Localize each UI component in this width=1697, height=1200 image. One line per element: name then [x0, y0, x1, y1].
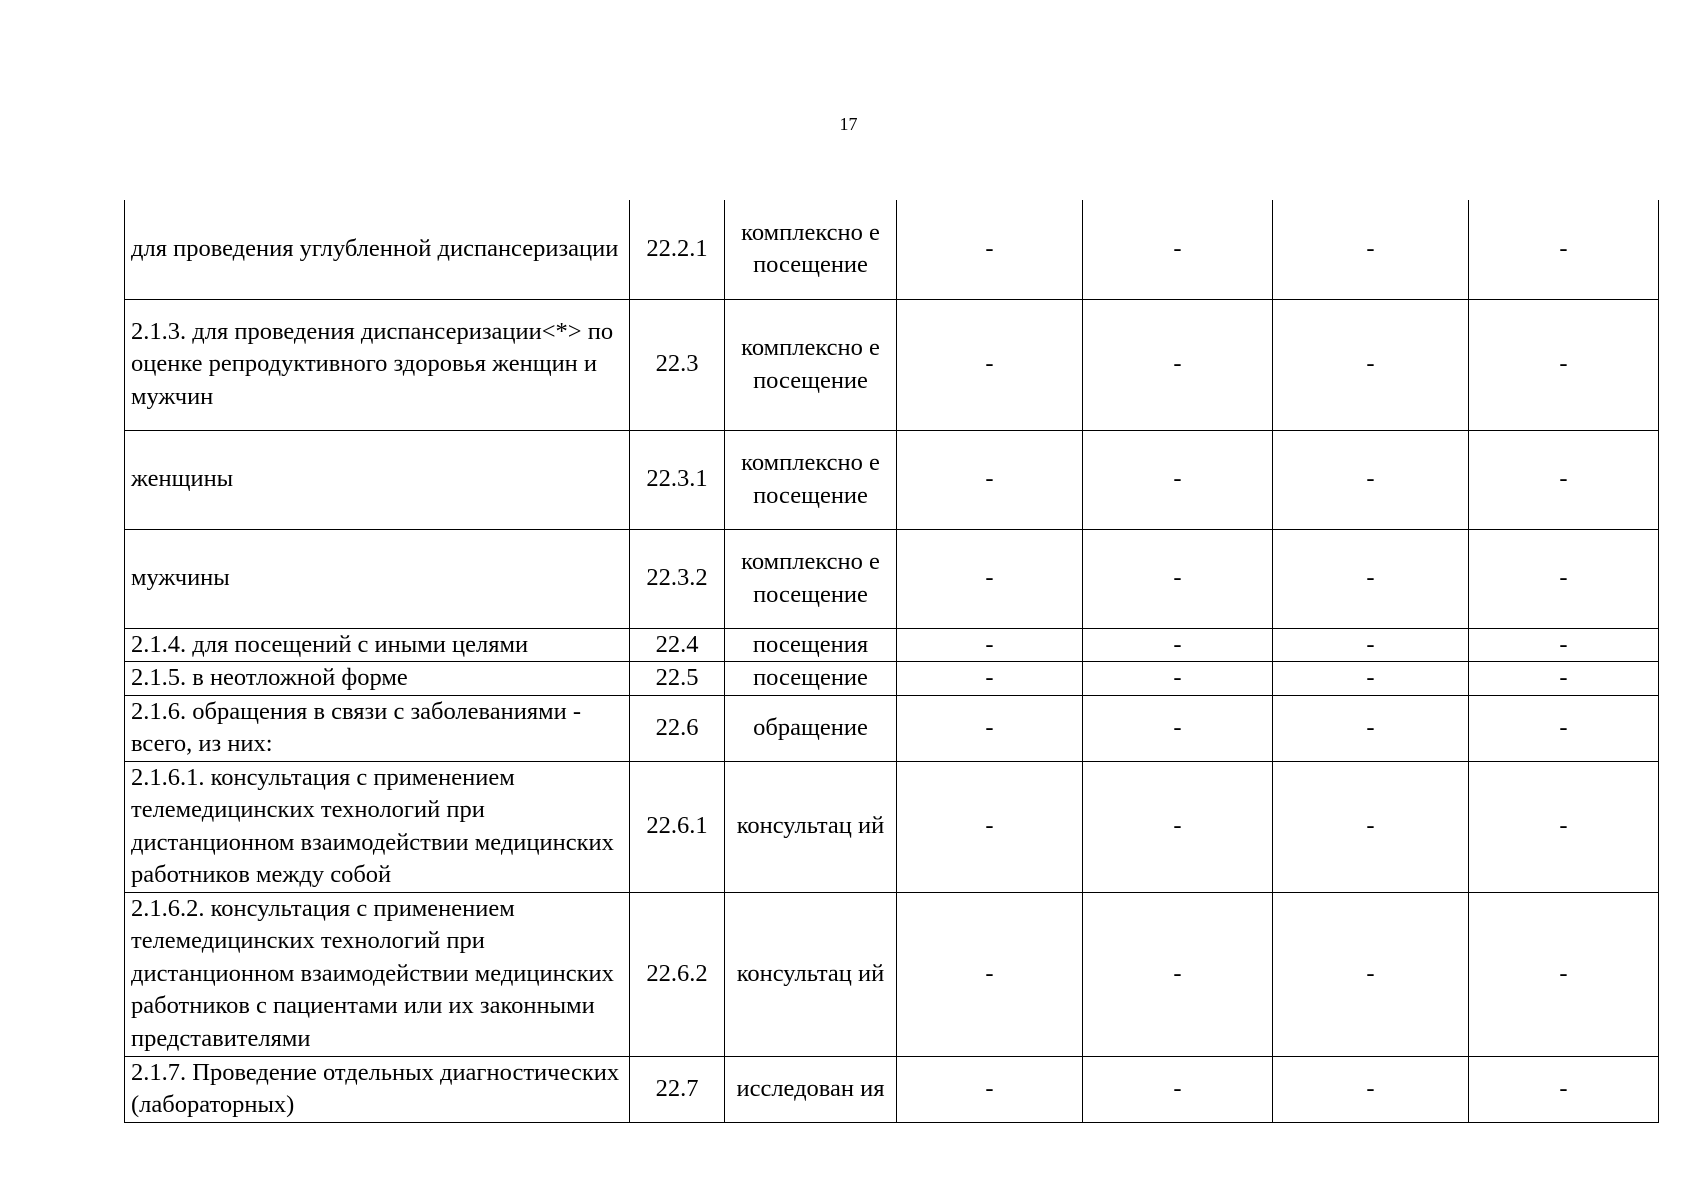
row-value-cell: - — [1469, 662, 1659, 696]
table-row — [125, 892, 1659, 1056]
row-code-cell: 22.4 — [630, 628, 725, 662]
row-value-cell: - — [1273, 892, 1469, 1056]
row-value-cell: - — [1469, 200, 1659, 299]
row-name-cell: 2.1.3. для проведения диспансеризации<*> по оценке репродуктивного здоровья женщин и мужчин — [125, 299, 630, 430]
row-value-cell: - — [1083, 662, 1273, 696]
row-value-cell: - — [897, 299, 1083, 430]
row-value-cell: - — [1273, 1056, 1469, 1122]
row-name-cell: 2.1.6.2. консультация с применением телемедицинских технологий при дистанционном взаимодействии медицинских работников с пациентами или их законными представителями — [125, 892, 630, 1056]
row-code-cell: 22.7 — [630, 1056, 725, 1122]
row-code-cell: 22.6.2 — [630, 892, 725, 1056]
row-value-cell: - — [897, 529, 1083, 628]
row-value-cell: - — [1469, 892, 1659, 1056]
row-value-cell: - — [1469, 430, 1659, 529]
row-unit-cell: комплексно е посещение — [725, 430, 897, 529]
row-value-cell: - — [1469, 529, 1659, 628]
row-value-cell: - — [1083, 1056, 1273, 1122]
page-number: 17 — [839, 114, 858, 134]
table-row — [125, 529, 1659, 628]
row-code-cell: 22.6 — [630, 695, 725, 761]
row-value-cell: - — [1083, 628, 1273, 662]
row-unit-cell: комплексно е посещение — [725, 529, 897, 628]
table-row — [125, 1056, 1659, 1122]
row-name-cell: женщины — [125, 430, 630, 529]
row-value-cell: - — [897, 200, 1083, 299]
row-unit-cell: консультац ий — [725, 761, 897, 892]
row-value-cell: - — [1273, 529, 1469, 628]
row-name-cell: 2.1.5. в неотложной форме — [125, 662, 630, 696]
row-unit-cell: комплексно е посещение — [725, 200, 897, 299]
table-row — [125, 628, 1659, 662]
data-table — [124, 200, 1659, 1123]
row-value-cell: - — [1083, 200, 1273, 299]
row-name-cell: 2.1.7. Проведение отдельных диагностических (лабораторных) — [125, 1056, 630, 1122]
table-row — [125, 200, 1659, 299]
row-value-cell: - — [1469, 1056, 1659, 1122]
row-value-cell: - — [1273, 662, 1469, 696]
row-value-cell: - — [1469, 628, 1659, 662]
table-row — [125, 662, 1659, 696]
row-value-cell: - — [1083, 761, 1273, 892]
row-value-cell: - — [1273, 761, 1469, 892]
row-value-cell: - — [897, 892, 1083, 1056]
row-name-cell: для проведения углубленной диспансеризации — [125, 200, 630, 299]
table-row — [125, 695, 1659, 761]
table-row — [125, 761, 1659, 892]
row-code-cell: 22.6.1 — [630, 761, 725, 892]
row-value-cell: - — [1083, 892, 1273, 1056]
row-value-cell: - — [1083, 529, 1273, 628]
row-value-cell: - — [1273, 299, 1469, 430]
row-value-cell: - — [897, 662, 1083, 696]
row-value-cell: - — [1469, 761, 1659, 892]
row-unit-cell: исследован ия — [725, 1056, 897, 1122]
table-row — [125, 430, 1659, 529]
row-name-cell: 2.1.4. для посещений с иными целями — [125, 628, 630, 662]
row-name-cell: мужчины — [125, 529, 630, 628]
row-value-cell: - — [897, 695, 1083, 761]
row-code-cell: 22.5 — [630, 662, 725, 696]
row-value-cell: - — [1273, 430, 1469, 529]
row-value-cell: - — [897, 1056, 1083, 1122]
row-value-cell: - — [1083, 430, 1273, 529]
row-value-cell: - — [897, 430, 1083, 529]
row-name-cell: 2.1.6.1. консультация с применением телемедицинских технологий при дистанционном взаимодействии медицинских работников между собой — [125, 761, 630, 892]
row-value-cell: - — [1083, 695, 1273, 761]
row-value-cell: - — [1469, 299, 1659, 430]
table-row — [125, 299, 1659, 430]
row-code-cell: 22.2.1 — [630, 200, 725, 299]
row-value-cell: - — [1273, 200, 1469, 299]
row-code-cell: 22.3 — [630, 299, 725, 430]
row-code-cell: 22.3.1 — [630, 430, 725, 529]
row-unit-cell: консультац ий — [725, 892, 897, 1056]
row-unit-cell: посещение — [725, 662, 897, 696]
row-unit-cell: посещения — [725, 628, 897, 662]
row-code-cell: 22.3.2 — [630, 529, 725, 628]
row-value-cell: - — [1083, 299, 1273, 430]
row-value-cell: - — [1469, 695, 1659, 761]
row-value-cell: - — [897, 761, 1083, 892]
row-value-cell: - — [897, 628, 1083, 662]
row-value-cell: - — [1273, 695, 1469, 761]
row-unit-cell: комплексно е посещение — [725, 299, 897, 430]
row-name-cell: 2.1.6. обращения в связи с заболеваниями - всего, из них: — [125, 695, 630, 761]
row-unit-cell: обращение — [725, 695, 897, 761]
row-value-cell: - — [1273, 628, 1469, 662]
